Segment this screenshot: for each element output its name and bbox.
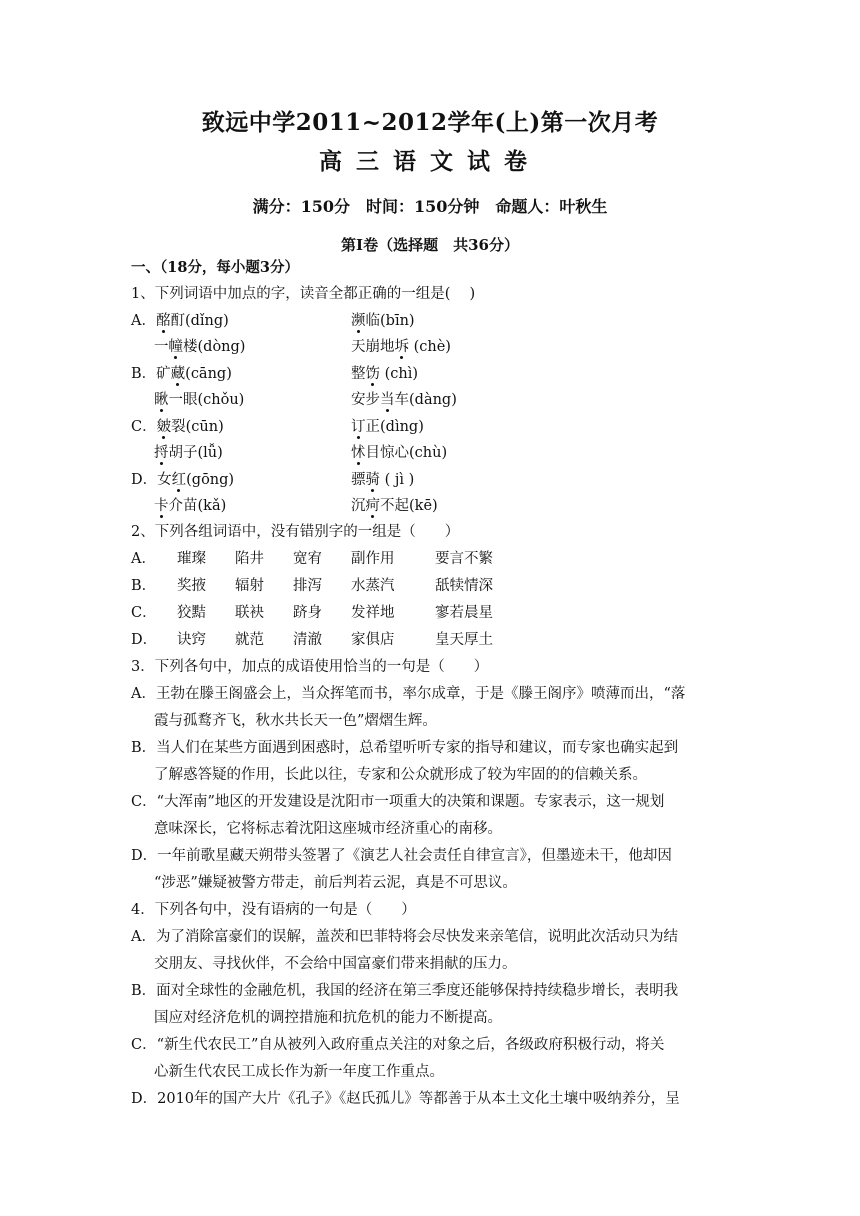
q1-option-right: 整饬 (chì) [351,366,419,382]
q4-text-line: 交朋友、寻找伙伴，不会给中国富豪们带来捐献的压力。 [154,956,517,972]
word: 狡黠 [177,605,206,621]
q3-text-line: “涉恶”嫌疑被警方带走，前后判若云泥，真是不可思议。 [154,875,517,891]
q2-option-row [131,576,493,596]
word: 辐射 [235,578,264,594]
option-label: A． [131,551,156,567]
word: 诀窍 [177,632,206,648]
word: 奖掖 [177,578,206,594]
q2-option-row [131,549,493,569]
word: 跻身 [293,605,322,621]
q1-option-left: 捋胡子(lǚ) [154,445,223,461]
word: 排泻 [293,578,322,594]
q4-text-line: 心新生代农民工成长作为新一年度工作重点。 [154,1064,444,1080]
q3-text-line: 霞与孤鹜齐飞，秋水共长天一色”熠熠生辉。 [154,713,437,729]
q4-text-line: C．“新生代农民工”自从被列入政府重点关注的对象之后，各级政府积极行动，将关 [131,1037,665,1053]
q1-option-left: C．皴裂(cūn) [131,419,224,435]
q1-option-right: 骠骑 ( jì ) [351,472,415,488]
exam-info: 满分：150分 时间：150分钟 命题人：叶秋生 [252,197,608,216]
word: 水蒸汽 [351,578,395,594]
word: 家俱店 [351,632,395,648]
q4-text-line: A．为了消除富豪们的误解，盖茨和巴菲特将会尽快发来亲笔信，说明此次活动只为结 [131,929,678,945]
q2-option-row [131,630,493,650]
q1-option-left: B．矿藏(cāng) [131,366,232,382]
q1-option-left: 瞅一眼(chǒu) [154,392,245,408]
word: 副作用 [351,551,395,567]
word: 皇天厚土 [435,632,493,648]
option-label: C． [131,605,157,621]
q4-text-line: D．2010年的国产大片《孔子》《赵氏孤儿》等都善于从本土文化土壤中吸纳养分，呈 [131,1091,680,1107]
exam-title: 致远中学2011~2012学年(上)第一次月考 [201,109,659,136]
word: 清澈 [293,632,322,648]
word: 陷井 [235,551,264,567]
q2-stem: 2、下列各组词语中，没有错别字的一组是（ ） [131,524,460,540]
q3-text-line: A．王勃在滕王阁盛会上，当众挥笔而书，率尔成章，于是《滕王阁序》喷薄而出，“落 [131,686,686,702]
q1-option-right: 安步当车(dàng) [351,392,457,408]
q1-option-right: 濒临(bīn) [351,313,415,329]
option-label: B． [131,578,157,594]
q1-option-left: 卡介苗(kǎ) [154,498,227,514]
option-label: D． [131,632,158,648]
section-heading: 一、（18分，每小题3分） [131,259,300,276]
q2-option-row [131,603,493,623]
q3-text-line: D．一年前歌星藏天朔带头签署了《演艺人社会责任自律宣言》，但墨迹未干，他却因 [131,848,672,864]
q1-option-left: 一幢楼(dòng) [154,339,246,355]
q4-text-line: B．面对全球性的金融危机，我国的经济在第三季度还能够保持持续稳步增长，表明我 [131,983,679,999]
q4-text-line: 国应对经济危机的调控措施和抗危机的能力不断提高。 [154,1010,502,1026]
word: 要言不繁 [435,551,493,567]
q1-option-right: 订正(dìng) [351,419,424,435]
q1-option-right: 怵目惊心(chù) [351,445,448,461]
word: 舐犊情深 [435,578,493,594]
word: 联袂 [235,605,264,621]
q1-option-right: 天崩地坼 (chè) [351,339,451,355]
q1-option-left: A．酩酊(dǐng) [131,313,229,329]
word: 发祥地 [351,605,395,621]
q3-text-line: 了解惑答疑的作用，长此以往，专家和公众就形成了较为牢固的的信赖关系。 [154,767,647,783]
q1-option-left: D．女红(gōng) [131,472,235,488]
word: 寥若晨星 [435,605,493,621]
word: 璀璨 [177,551,206,567]
word: 就范 [235,632,264,648]
q1-option-right: 沉疴不起(kē) [351,498,438,514]
q3-stem: 3．下列各句中，加点的成语使用恰当的一句是（ ） [131,659,489,675]
q3-text-line: C．“大浑南”地区的开发建设是沈阳市一项重大的决策和课题。专家表示，这一规划 [131,794,665,810]
q4-stem: 4．下列各句中，没有语病的一句是（ ） [131,902,416,918]
q3-text-line: 意味深长，它将标志着沈阳这座城市经济重心的南移。 [154,821,502,837]
word: 宽宥 [293,551,322,567]
part-heading: 第I卷（选择题 共36分） [341,236,519,254]
q1-stem: 1、下列词语中加点的字，读音全都正确的一组是( ) [131,286,476,302]
exam-subtitle: 高三语文试卷 [319,148,541,175]
q3-text-line: B．当人们在某些方面遇到困惑时，总希望听听专家的指导和建议，而专家也确实起到 [131,740,679,756]
